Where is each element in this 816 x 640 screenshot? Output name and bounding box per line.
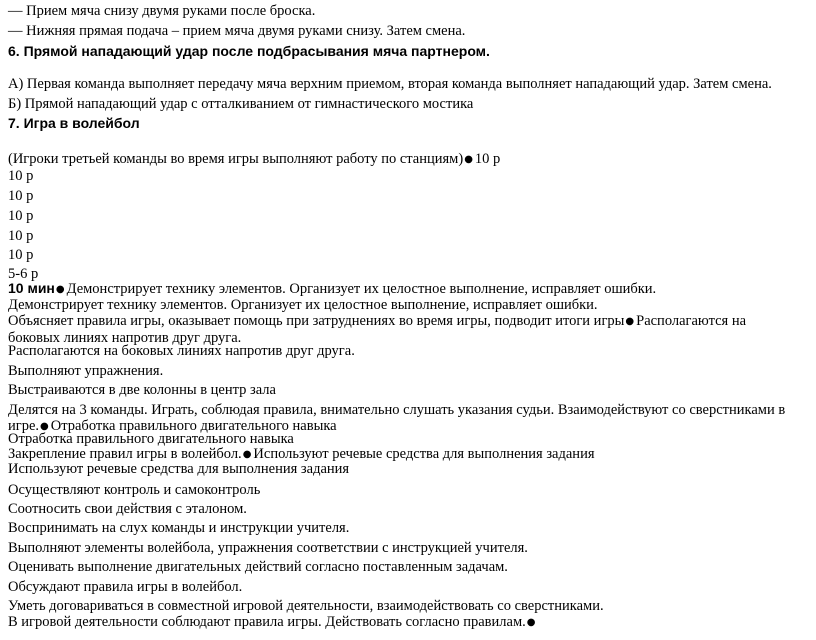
text-span: Закрепление правил игры в волейбол.	[8, 446, 242, 462]
text-line	[8, 280, 808, 298]
text-line: Выполняют элементы волейбола, упражнения соответствии с инструкцией учителя.	[8, 540, 528, 556]
text-span: Демонстрирует технику элементов. Организует их целостное выполнение, исправляет ошибки.	[66, 281, 657, 297]
text-line: Оценивать выполнение двигательных действий согласно поставленным задачам.	[8, 559, 508, 575]
text-line: — Нижняя прямая подача – прием мяча двумя руками снизу. Затем смена.	[8, 23, 466, 39]
text-span: Объясняет правила игры, оказывает помощь при затруднениях во время игры, подводит итоги игры	[8, 313, 625, 329]
text-span: 10 р	[474, 151, 501, 167]
bullet-icon: ●	[40, 421, 49, 432]
text-line: Используют речевые средства для выполнения задания	[8, 461, 350, 477]
text-line: Воспринимать на слух команды и инструкции учителя.	[8, 520, 350, 536]
text-line: 10 р	[8, 168, 34, 184]
section-heading: 7. Игра в волейбол	[8, 115, 140, 131]
text-line: Располагаются на боковых линиях напротив друг друга.	[8, 343, 355, 359]
text-span: Располагаются на боковых линиях напротив друг друга.	[8, 313, 747, 346]
bullet-icon: ●	[55, 284, 65, 295]
text-line: 10 р	[8, 228, 34, 244]
duration-label: 10 мин	[8, 280, 55, 296]
bullet-icon: ●	[242, 449, 252, 460]
text-line: 10 р	[8, 208, 34, 224]
text-line: Соотносить свои действия с эталоном.	[8, 501, 247, 517]
bullet-icon: ●	[464, 154, 473, 165]
text-line: Обсуждают правила игры в волейбол.	[8, 579, 243, 595]
section-heading: 6. Прямой нападающий удар после подбрасывания мяча партнером.	[8, 43, 490, 59]
text-line: Б) Прямой нападающий удар с отталкиванием от гимнастического мостика	[8, 96, 474, 112]
text-line	[8, 151, 808, 168]
text-line: Выстраиваются в две колонны в центр зала	[8, 382, 276, 398]
bullet-icon: ●	[625, 316, 635, 327]
text-paragraph	[8, 313, 798, 346]
text-line: Выполняют упражнения.	[8, 363, 164, 379]
text-span: В игровой деятельности соблюдают правила игры. Действовать согласно правилам.	[8, 614, 526, 630]
text-line: А) Первая команда выполняет передачу мяча верхним приемом, вторая команда выполняет нападающий удар. Затем смена.	[8, 76, 772, 92]
text-span: (Игроки третьей команды во время игры выполняют работу по станциям)	[8, 151, 464, 167]
text-line: Демонстрирует технику элементов. Организует их целостное выполнение, исправляет ошибки.	[8, 297, 598, 313]
text-span: Отработка правильного двигательного навыка	[50, 418, 337, 434]
text-line: 10 р	[8, 188, 34, 204]
bullet-icon: ●	[526, 617, 536, 628]
text-line: Отработка правильного двигательного навыка	[8, 431, 294, 447]
text-line: — Прием мяча снизу двумя руками после броска.	[8, 3, 316, 19]
text-line: Осуществляют контроль и самоконтроль	[8, 482, 261, 498]
text-span: Делятся на 3 команды. Играть, соблюдая правила, внимательно слушать указания судьи. Взаимодействуют со сверстниками в игре.	[8, 402, 786, 434]
text-line: 5-6 р	[8, 266, 39, 282]
text-line: Уметь договариваться в совместной игровой деятельности, взаимодействовать со сверстниками.	[8, 598, 604, 614]
text-line	[8, 614, 808, 631]
text-span: Используют речевые средства для выполнения задания	[253, 446, 595, 462]
text-line: 10 р	[8, 247, 34, 263]
